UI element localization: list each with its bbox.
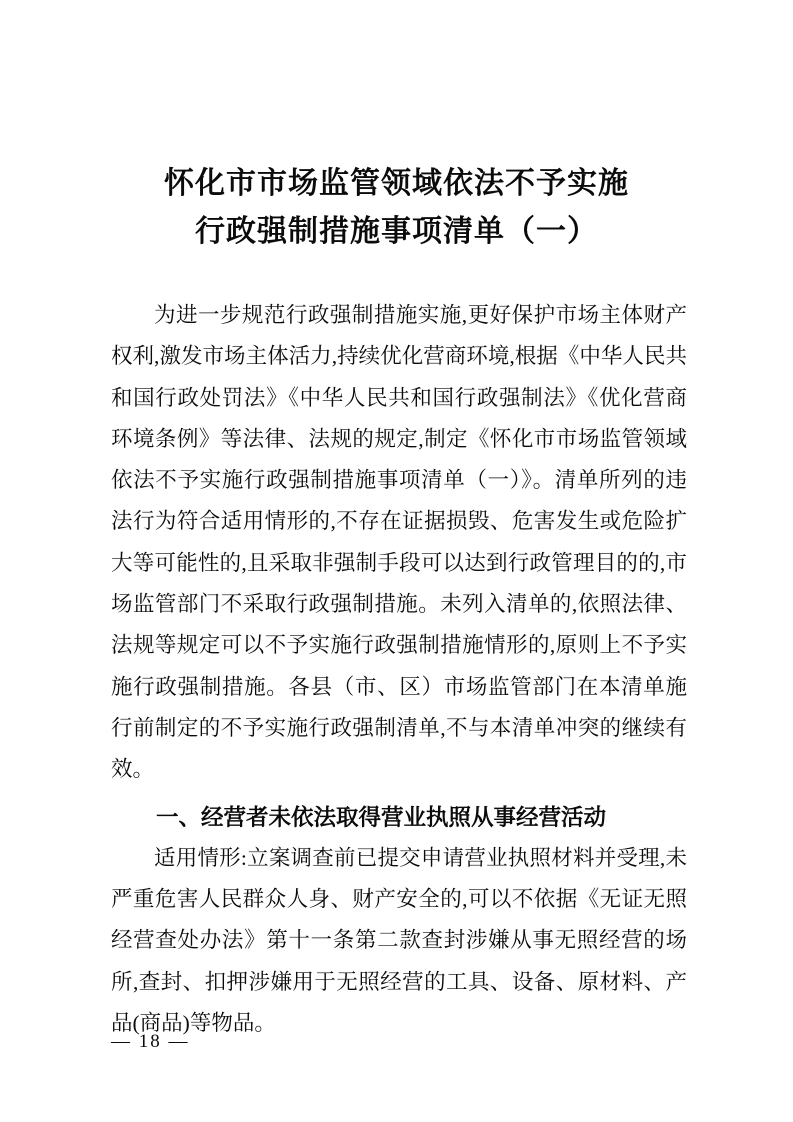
- section-1-heading: 一、经营者未依法取得营业执照从事经营活动: [156, 804, 607, 830]
- page-number: — 18 —: [111, 1031, 190, 1052]
- title-line-1: 怀化市市场监管领域依法不予实施: [164, 167, 629, 200]
- document-body: [111, 295, 687, 1044]
- document-title: [0, 0, 793, 256]
- section-1-paragraph: 适用情形:立案调查前已提交申请营业执照材料并受理,未严重危害人民群众人身、财产安全的,可以不依据《无证无照经营查处办法》第十一条第二款查封涉嫌从事无照经营的场所,查封、扣押涉嫌用于无照经营的工具、设备、原材料、产品(商品)等物品。: [111, 845, 687, 1036]
- page-footer: [111, 1031, 190, 1053]
- title-line-2: 行政强制措施事项清单（一）: [195, 215, 598, 248]
- intro-paragraph: 为进一步规范行政强制措施实施,更好保护市场主体财产权利,激发市场主体活力,持续优化营商环境,根据《中华人民共和国行政处罚法》《中华人民共和国行政强制法》《优化营商环境条例》等法律、法规的规定,制定《怀化市市场监管领域依法不予实施行政强制措施事项清单（一）》。清单所列的违法行为符合适用情形的,不存在证据损毁、危害发生或危险扩大等可能性的,且采取非强制手段可以达到行政管理目的的,市场监管部门不采取行政强制措施。未列入清单的,依照法律、法规等规定可以不予实施行政强制措施情形的,原则上不予实施行政强制措施。各县（市、区）市场监管部门在本清单施行前制定的不予实施行政强制清单,不与本清单冲突的继续有效。: [111, 303, 687, 782]
